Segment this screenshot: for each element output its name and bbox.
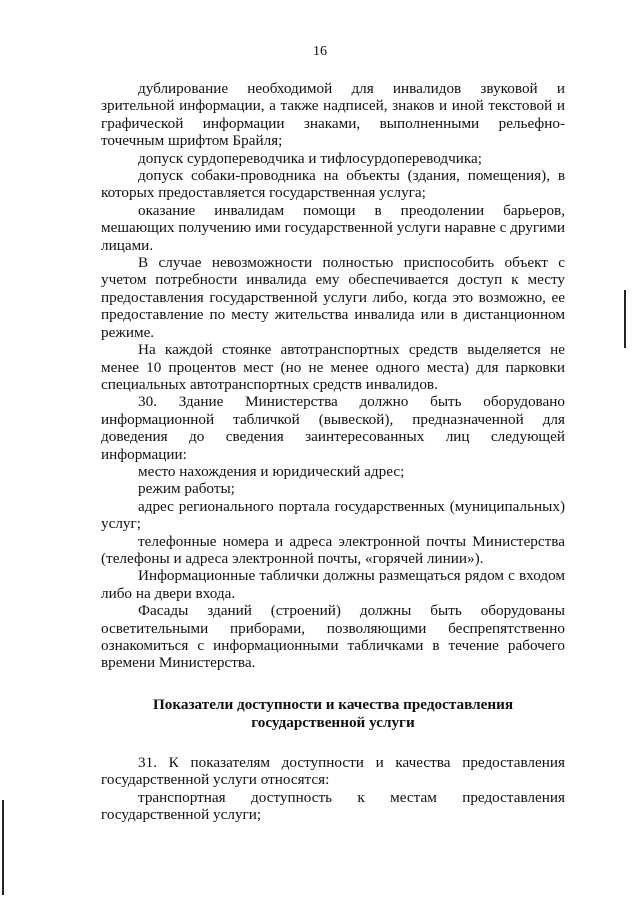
scan-margin-mark: [2, 800, 4, 895]
page-number: 16: [313, 44, 327, 59]
paragraph: режим работы;: [138, 480, 235, 498]
paragraph: 30. Здание Министерства должно быть оборудовано информационной табличкой (вывеской), предназначенной для доведения до сведения заинтересованных лиц следующей информации:: [101, 393, 565, 463]
paragraph: Информационные таблички должны размещаться рядом с входом либо на двери входа.: [101, 567, 565, 602]
scan-margin-mark: [624, 290, 626, 348]
paragraph: допуск собаки-проводника на объекты (здания, помещения), в которых предоставляется государственная услуга;: [101, 167, 565, 202]
paragraph: оказание инвалидам помощи в преодолении барьеров, мешающих получению ими государственной услуги наравне с другими лицами.: [101, 201, 565, 254]
paragraph: 31. К показателям доступности и качества предоставления государственной услуги относятся:: [101, 753, 565, 789]
paragraph: адрес регионального портала государственных (муниципальных) услуг;: [101, 497, 565, 533]
paragraph: На каждой стоянке автотранспортных средств выделяется не менее 10 процентов мест (но не менее одного места) для парковки специальных автотранспортных средств инвалидов.: [101, 341, 565, 393]
section-heading-line-1: Показатели доступности и качества предоставления: [152, 695, 514, 713]
paragraph: дублирование необходимой для инвалидов звуковой и зрительной информации, а также надписей, знаков и иной текстовой и графической информации знаками, выполненными рельефно-точечным шрифтом Брайля;: [101, 80, 565, 150]
paragraph: Фасады зданий (строений) должны быть оборудованы осветительными приборами, позволяющими беспрепятственно ознакомиться с информационными табличками в течение рабочего времени Министерства.: [101, 602, 565, 672]
paragraph: телефонные номера и адреса электронной почты Министерства (телефоны и адреса электронной почты, «горячей линии»).: [101, 532, 565, 567]
document-body: [101, 80, 565, 823]
paragraph: транспортная доступность к местам предоставления государственной услуги;: [101, 788, 565, 824]
paragraph: допуск сурдопереводчика и тифлосурдопереводчика;: [138, 149, 482, 167]
section-heading-line-2: государственной услуги: [251, 713, 415, 731]
paragraph: В случае невозможности полностью приспособить объект с учетом потребности инвалида ему обеспечивается доступ к месту предоставления государственной услуги либо, когда это возможно, ее предоставление по месту жительства инвалида или в дистанционном режиме.: [101, 254, 565, 341]
paragraph: место нахождения и юридический адрес;: [138, 462, 405, 480]
section-heading: [101, 696, 565, 732]
